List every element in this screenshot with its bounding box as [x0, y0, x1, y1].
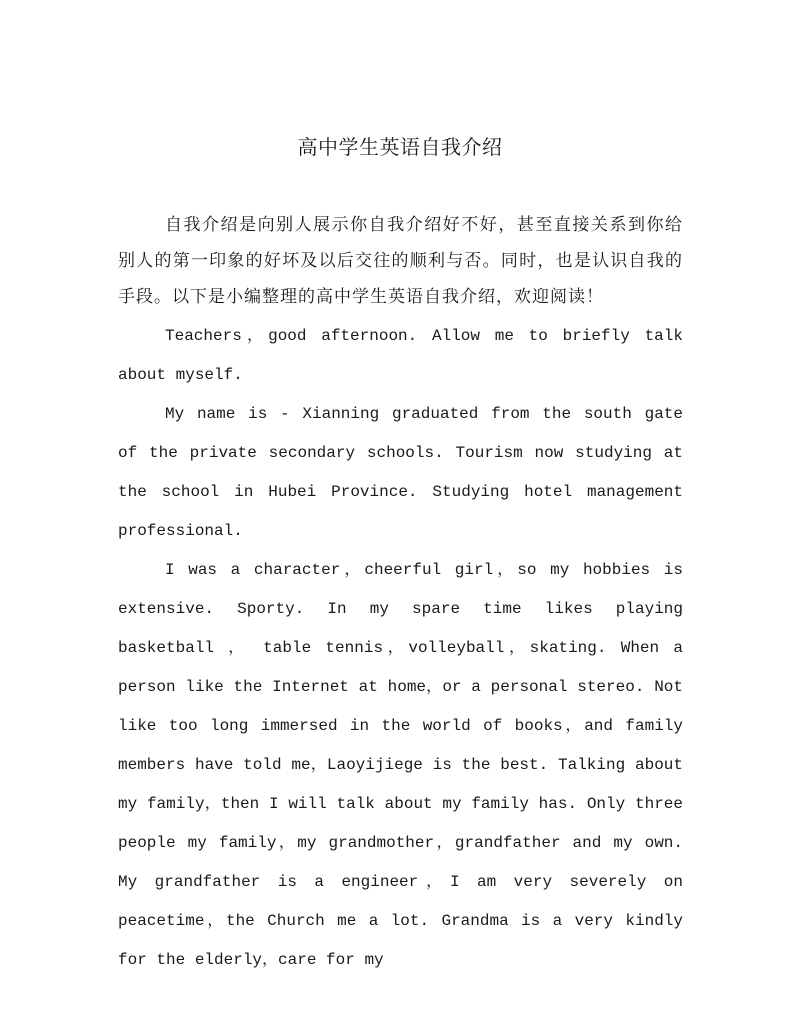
greeting-paragraph: Teachers，good afternoon. Allow me to briefly talk about myself. [118, 327, 683, 384]
document-body [118, 207, 683, 980]
hobbies-family-paragraph: I was a character，cheerful girl，so my hobbies is extensive. Sporty. In my spare time likes playing basketball ， table tennis，volleyball，skating. When a person like the Internet at home，or a personal stereo. Not like too long immersed in the world of books，and family members have told me，Laoyijiege is the best. Talking about my family，then I will talk about my family has. Only three people my family，my grandmother，grandfather and my own. My grandfather is a engineer，I am very severely on peacetime，the Church me a lot. Grandma is a very kindly for the elderly，care for my [118, 561, 683, 969]
name-school-paragraph: My name is - Xianning graduated from the south gate of the private secondary schools. Tourism now studying at the school in Hubei Province. Studying hotel management professional. [118, 405, 683, 540]
document-title: 高中学生英语自我介绍 [297, 135, 503, 159]
intro-paragraph: 自我介绍是向别人展示你自我介绍好不好，甚至直接关系到你给别人的第一印象的好坏及以后交往的顺利与否。同时，也是认识自我的手段。以下是小编整理的高中学生英语自我介绍，欢迎阅读！ [118, 215, 683, 307]
